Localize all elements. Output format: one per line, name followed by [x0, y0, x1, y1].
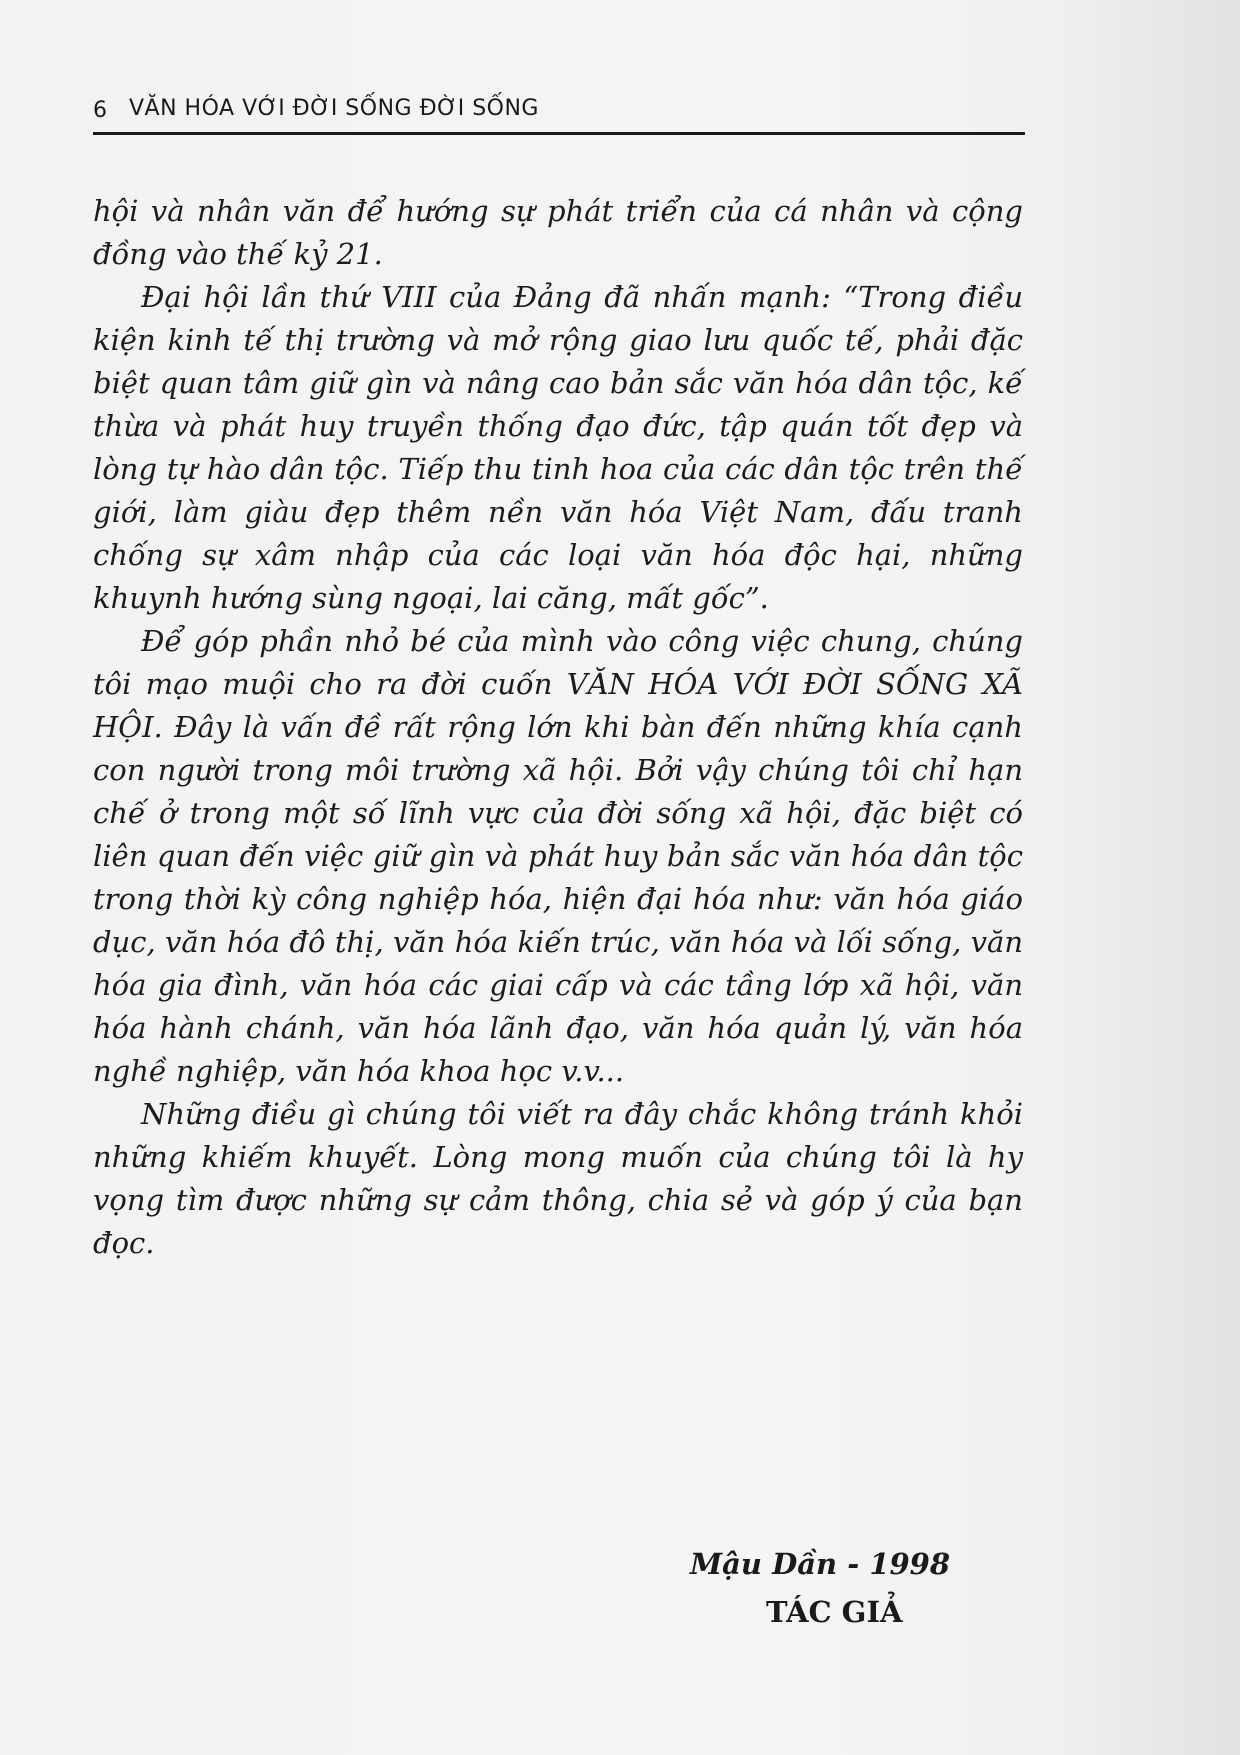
signature-block — [690, 1540, 1000, 1636]
signature-author: TÁC GIẢ — [766, 1595, 903, 1629]
paragraph-continuation: hội và nhân văn để hướng sự phát triển của cá nhân và cộng đồng vào thế kỷ 21. — [93, 194, 1023, 271]
running-header — [93, 92, 1025, 135]
paragraph-book-scope: Để góp phần nhỏ bé của mình vào công việc chung, chúng tôi mạo muội cho ra đời cuốn VĂN HÓA VỚI ĐỜI SỐNG XÃ HỘI. Đây là vấn đề rất rộng lớn khi bàn đến những khía cạnh con người trong môi trường xã hội. Bởi vậy chúng tôi chỉ hạn chế ở trong một số lĩnh vực của đời sống xã hội, đặc biệt có liên quan đến việc giữ gìn và phát huy bản sắc văn hóa dân tộc trong thời kỳ công nghiệp hóa, hiện đại hóa như: văn hóa giáo dục, văn hóa đô thị, văn hóa kiến trúc, văn hóa và lối sống, văn hóa gia đình, văn hóa các giai cấp và các tầng lớp xã hội, văn hóa hành chánh, văn hóa lãnh đạo, văn hóa quản lý, văn hóa nghề nghiệp, văn hóa khoa học v.v... — [93, 624, 1023, 1088]
page-number: 6 — [93, 98, 108, 123]
body-text — [93, 190, 1023, 1265]
paragraph-closing: Những điều gì chúng tôi viết ra đây chắc không tránh khỏi những khiếm khuyết. Lòng mong muốn của chúng tôi là hy vọng tìm được những sự cảm thông, chia sẻ và góp ý của bạn đọc. — [93, 1097, 1023, 1260]
paragraph-party-congress-quote: Đại hội lần thứ VIII của Đảng đã nhấn mạnh: “Trong điều kiện kinh tế thị trường và mở rộng giao lưu quốc tế, phải đặc biệt quan tâm giữ gìn và nâng cao bản sắc văn hóa dân tộc, kế thừa và phát huy truyền thống đạo đức, tập quán tốt đẹp và lòng tự hào dân tộc. Tiếp thu tinh hoa của các dân tộc trên thế giới, làm giàu đẹp thêm nền văn hóa Việt Nam, đấu tranh chống sự xâm nhập của các loại văn hóa độc hại, những khuynh hướng sùng ngoại, lai căng, mất gốc”. — [93, 280, 1023, 615]
running-title: VĂN HÓA VỚI ĐỜI SỐNG ĐỜI SỐNG — [129, 96, 539, 121]
signature-date: Mậu Dần - 1998 — [690, 1547, 951, 1581]
